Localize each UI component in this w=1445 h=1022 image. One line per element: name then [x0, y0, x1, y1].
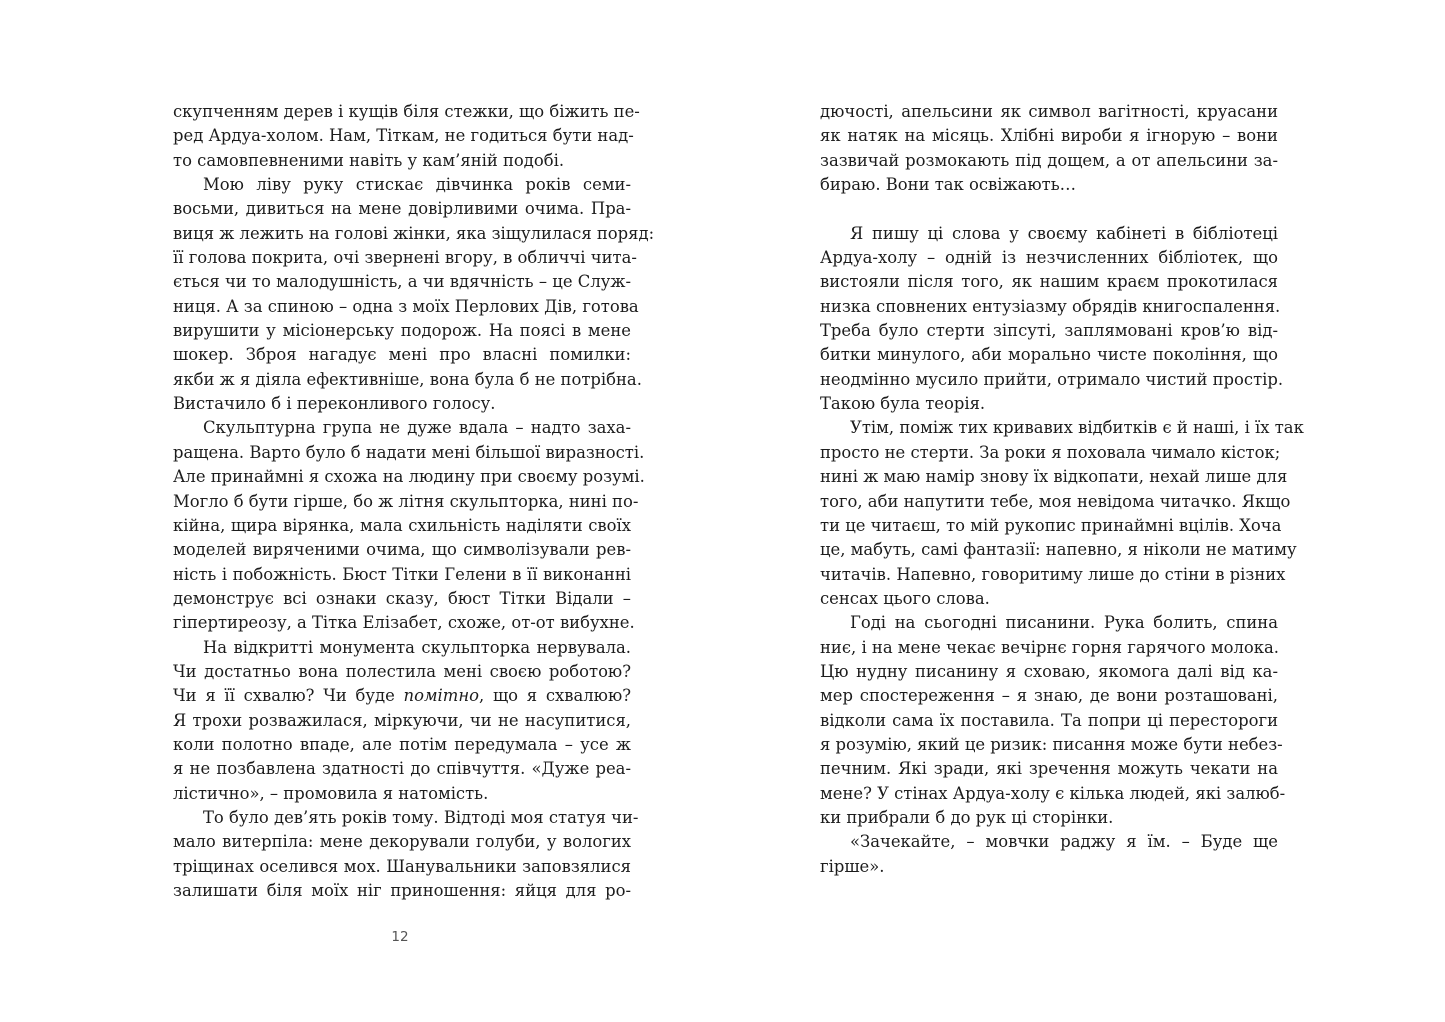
text-line: то самовпевненими навіть у кам’яній подобі. [173, 150, 565, 170]
text-span: Чи я її схвалю? Чи буде [173, 686, 404, 706]
text-line: печним. Які зради, які зречення можуть чекати на [820, 759, 1278, 779]
text-line: вирушити у місіонерську подорож. На поясі в мене [173, 321, 631, 341]
text-line: відколи сама їх поставила. Та попри ці перестороги [820, 710, 1278, 730]
text-line: скупченням дерев і кущів біля стежки, що біжить пе- [173, 102, 640, 121]
text-line [173, 684, 631, 708]
text-line: неодмінно мусило прийти, отримало чистий простір. [820, 369, 1284, 389]
text-line: ки прибрали б до рук ці сторінки. [820, 807, 1114, 827]
section-break [820, 197, 1278, 221]
text-line: коли полотно впаде, але потім передумала – усе ж [173, 734, 631, 754]
text-line: Я трохи розважилася, міркуючи, чи не насупитися, [173, 710, 631, 730]
text-line: її голова покрита, очі звернені вгору, в обличчі чита- [173, 248, 637, 268]
text-line: мене? У стінах Ардуа-холу є кілька людей, які залюб- [820, 783, 1286, 803]
text-line: ниця. А за спиною – одна з моїх Перлових Дів, готова [173, 296, 639, 316]
text-line: мер спостереження – я знаю, де вони розташовані, [820, 686, 1278, 706]
text-line: битки минулого, аби морально чисте покоління, що [820, 345, 1278, 365]
text-line: низка сповнених ентузіазму обрядів книгоспалення. [820, 296, 1281, 316]
text-line: зазвичай розмокають під дощем, а от апельсини за- [820, 150, 1278, 170]
text-line: Годі на сьогодні писанини. Рука болить, спина [850, 613, 1278, 633]
text-line: я розумію, який це ризик: писання може бути небез- [820, 734, 1283, 754]
text-line: Могло б бути гірше, бо ж літня скульпторка, нині по- [173, 491, 639, 511]
text-line: просто не стерти. За роки я поховала чимало кісток; [820, 442, 1281, 462]
text-line: Чи достатньо вона полестила мені своєю роботою? [173, 661, 631, 681]
text-line: Треба було стерти зіпсуті, заплямовані кров’ю від- [820, 321, 1278, 341]
text-line: демонструє всі ознаки сказу, бюст Тітки Відали – [173, 588, 631, 608]
text-line: восьми, дивиться на мене довірливими очима. Пра- [173, 199, 631, 219]
text-line: гірше». [820, 856, 885, 876]
text-line: моделей виряченими очима, що символізували рев- [173, 540, 631, 560]
text-line: Але принаймні я схожа на людину при своєму розумі. [173, 467, 645, 487]
text-line: Вистачило б і переконливого голосу. [173, 394, 496, 414]
text-line: Ардуа-холу – одній із незчисленних бібліотек, що [820, 248, 1278, 268]
text-line: якби ж я діяла ефективніше, вона була б не потрібна. [173, 369, 642, 389]
emphasis-text: помітно [403, 686, 480, 706]
text-line: як натяк на місяць. Хлібні вироби я ігнорую – вони [820, 126, 1278, 146]
text-line: ращена. Варто було б надати мені більшої виразності. [173, 442, 645, 462]
text-line: виця ж лежить на голові жінки, яка зіщулилася поряд: [173, 223, 655, 243]
text-line: я не позбавлена здатності до співчуття. «Дуже реа- [173, 759, 631, 779]
text-line: Мою ліву руку стискає дівчинка років семи- [203, 175, 631, 195]
text-line: ниє, і на мене чекає вечірнє горня гарячого молока. [820, 637, 1279, 657]
text-line: ти це читаєш, то мій рукопис принаймні вцілів. Хоча [820, 515, 1282, 535]
text-line: вистояли після того, як нашим краєм прокотилася [820, 272, 1278, 292]
text-line: ність і побожність. Бюст Тітки Гелени в її виконанні [173, 564, 631, 584]
text-line: кійна, щира вірянка, мала схильність наділяти своїх [173, 515, 631, 535]
page-number: 12 [391, 929, 409, 945]
right-page [820, 100, 1304, 879]
text-line: На відкритті монумента скульпторка нервувала. [203, 637, 631, 657]
text-line: ред Ардуа-холом. Нам, Тіткам, не годиться бути над- [173, 126, 634, 146]
text-span: , що я схвалюю? [479, 686, 631, 706]
left-page [173, 100, 655, 903]
text-line: тріщинах оселився мох. Шанувальники заповзялися [173, 856, 631, 876]
text-line: гіпертиреозу, а Тітка Елізабет, схоже, от-от вибухне. [173, 613, 635, 633]
text-line: сенсах цього слова. [820, 588, 990, 608]
text-line: читачів. Напевно, говоритиму лише до стіни в різних [820, 564, 1286, 584]
text-line: лістично», – промовила я натомість. [173, 783, 489, 803]
text-line: нині ж маю намір знову їх відкопати, нехай лише для [820, 467, 1288, 487]
text-line: залишати біля моїх ніг приношення: яйця для ро- [173, 881, 631, 900]
text-line: Утім, поміж тих кривавих відбитків є й наші, і їх так [850, 418, 1304, 438]
text-line: це, мабуть, самі фантазії: напевно, я ніколи не матиму [820, 540, 1297, 560]
text-line: Скульптурна група не дуже вдала – надто заха- [203, 418, 631, 438]
text-line: Цю нудну писанину я сховаю, якомога далі від ка- [820, 661, 1278, 681]
text-line: шокер. Зброя нагадує мені про власні помилки: [173, 345, 631, 365]
text-line: мало витерпіла: мене декорували голуби, у вологих [173, 832, 631, 852]
text-line: дючості, апельсини як символ вагітності, круасани [820, 102, 1278, 121]
text-line: ється чи то малодушність, а чи вдячність – це Служ- [173, 272, 631, 292]
text-line: То було дев’ять років тому. Відтоді моя статуя чи- [203, 807, 639, 827]
text-line: бираю. Вони так освіжають… [820, 175, 1077, 195]
text-line: того, аби напутити тебе, моя невідома читачко. Якщо [820, 491, 1291, 511]
text-line: «Зачекайте, – мовчки раджу я їм. – Буде ще [850, 832, 1278, 852]
text-line: Я пишу ці слова у своєму кабінеті в бібліотеці [850, 223, 1278, 243]
text-line: Такою була теорія. [820, 394, 986, 414]
